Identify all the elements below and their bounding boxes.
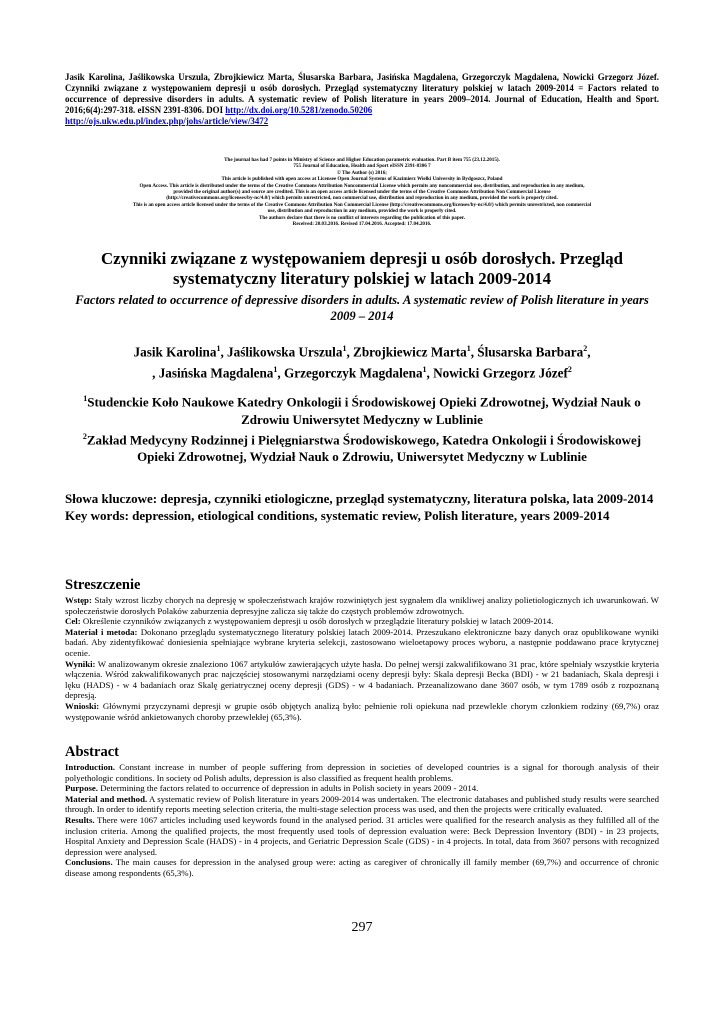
affiliation-mark: 1 — [273, 364, 278, 374]
title-english: Factors related to occurrence of depressive disorders in adults. A systematic review of Polish literature in years 2009 – 2014 — [75, 293, 649, 323]
keywords-block — [65, 490, 659, 524]
author-name: Jasik Karolina — [133, 344, 217, 360]
paragraph-label: Cel: — [65, 616, 81, 627]
affiliation-mark: 1 — [216, 344, 221, 353]
paragraph-text: Określenie czynników związanych z występowaniem depresji u osób dorosłych w przeglądzie literatury polskiej w latach 2009-2014. — [80, 616, 554, 627]
abstract-paragraph — [65, 815, 659, 857]
paragraph-text: The main causes for depression in the analysed group were: acting as caregiver of chronically ill family member (69,7%) and occurrence of chronic disease among respondents (65,3%). — [65, 857, 659, 878]
author-name: , Jaślikowska Urszula — [220, 344, 343, 360]
paragraph-text: Constant increase in number of people suffering from depression in societies of developed countries is a signal for thorough analysis of their polyethologic conditions. In society od Polish adults, depression is also classified as frequent health problems. — [65, 762, 659, 783]
journal-info-line: This is an open access article licensed under the terms of the Creative Commons Attribution Non Commercial License (http://creativecommons.org/licenses/by-nc/4.0/) which permits unrestricted, non commercial — [132, 201, 592, 208]
paragraph-text: Stały wzrost liczby chorych na depresję w społeczeństwach krajów rozwiniętych jest sygnałem dla wnikliwej analizy polietiologicznych ich uwarunkowań. W społeczeństwie dorosłych Polaków zaburzenia depresyjne zalicza się także do częstych problemów zdrowotnych. — [65, 595, 659, 616]
keywords-polish: Słowa kluczowe: depresja, czynniki etiologiczne, przegląd systematyczny, literatura polska, lata 2009-2014 — [65, 491, 654, 506]
affiliation-number: 2 — [82, 431, 87, 441]
journal-info-block — [50, 157, 674, 227]
abstract-body — [65, 762, 659, 879]
abstract-paragraph — [65, 783, 659, 794]
affiliation-mark: 2 — [567, 364, 572, 374]
abstract-paragraph — [65, 857, 659, 878]
affiliation-text: Studenckie Koło Naukowe Katedry Onkologii i Środowiskowej Opieki Zdrowotnej, Wydział Nauk o Zdrowiu Uniwersytet Medyczny w Lublinie — [87, 394, 641, 427]
paragraph-label: Purpose. — [65, 783, 98, 794]
affiliation-mark: 1 — [422, 364, 427, 374]
journal-info-line: This article is published with open access at Licensee Open Journal Systems of Kazimierz Wielki University in Bydgoszcz, Poland — [221, 176, 503, 183]
page-number: 297 — [351, 920, 373, 935]
paragraph-label: Introduction. — [65, 762, 115, 772]
paragraph-label: Conclusions. — [65, 857, 113, 868]
affiliation-2 — [72, 428, 652, 466]
paragraph-text: Dokonano przeglądu systematycznego literatury polskiej latach 2009-2014. Przeszukano elektroniczne bazy danych oraz opublikowane wyniki badań. Aby zidentyfikować doniesienia spełniające wybrane kryteria selekcji, zastosowano wieloetapowy proces wyboru, a następnie poddawano prace krytycznej ocenie. — [65, 626, 659, 658]
journal-info-line: use, distribution and reproduction in any medium, provided the work is properly cited. — [267, 208, 457, 215]
paragraph-label: Wyniki: — [65, 658, 96, 669]
streszczenie-paragraph — [65, 627, 659, 659]
journal-info-line: Open Access. This article is distributed under the terms of the Creative Commons Attribution Noncommercial License which permits any noncommercial use, distribution, and reproduction in any medium, — [139, 182, 585, 189]
article-url-link[interactable]: http://ojs.ukw.edu.pl/index.php/johs/article/view/3472 — [65, 116, 269, 126]
streszczenie-paragraph — [65, 701, 659, 722]
journal-info-line: Received: 20.03.2016. Revised 17.04.2016. Accepted: 17.04.2016. — [292, 221, 432, 228]
streszczenie-heading: Streszczenie — [65, 577, 141, 593]
affiliations — [72, 390, 652, 465]
affiliation-text: Zakład Medycyny Rodzinnej i Pielęgniarstwa Środowiskowego, Katedra Onkologii i Środowiskowej Opieki Zdrowotnej, Wydział Nauk o Zdrowiu, Uniwersytet Medyczny w Lublinie — [86, 432, 642, 465]
streszczenie-paragraph — [65, 595, 659, 616]
paragraph-text: Głównymi przyczynami depresji w grupie osób objętych analizą było: pełnienie roli opiekuna nad przewlekle chorym członkiem rodziny (69,7%) oraz występowanie wśród ankietowanych choroby przewlekłej (65,3%). — [65, 700, 659, 722]
affiliation-number: 1 — [83, 394, 88, 403]
abstract-paragraph — [65, 794, 659, 815]
paragraph-label: Wstęp: — [65, 595, 92, 605]
paragraph-text: A systematic review of Polish literature in years 2009-2014 was undertaken. The electronic databases and published study results were searched through. In order to identify reports meeting selection criteria, the multi-stage selection process was used, and then the projects were critically evaluated. — [65, 793, 659, 815]
abstract-heading: Abstract — [65, 744, 119, 760]
author-name: , Grzegorczyk Magdalena — [277, 365, 423, 381]
affiliation-mark: 1 — [466, 344, 471, 353]
paragraph-text: Determining the factors related to occurrence of depression in adults in Polish society in years 2009 - 2014. — [98, 783, 479, 794]
paragraph-text: W analizowanym okresie znaleziono 1067 artykułów zawierających użyte hasła. Do pełnej wersji zakwalifikowano 31 prac, które spełniały wszystkie kryteria włączenia. Wśród zakwalifikowanych prac najczęściej stosowanymi narzędziami oceny depresji były: Skala depresji Becka (BDI) - w 21 badaniach, Skala depresji i lęku (HADS) - w 4 badaniach oraz Skalę geriatrycznej oceny depresji (GDS) - w 4 badaniach. Przeanalizowano dane 3607 osób, w tym 1789 osób z rozpoznaną depresją. — [65, 658, 659, 701]
journal-info-line: provided the original author(s) and source are credited. This is an open access article licensed under the terms of the Creative Commons Attribution Non Commercial License — [173, 189, 551, 196]
keywords-english: Key words: depression, etiological conditions, systematic review, Polish literature, years 2009-2014 — [65, 508, 610, 523]
affiliation-mark: 2 — [583, 344, 588, 353]
author-name: , Jasińska Magdalena — [152, 365, 274, 381]
affiliation-mark: 1 — [342, 344, 347, 353]
citation-text: Jasik Karolina, Jaślikowska Urszula, Zbrojkiewicz Marta, Ślusarska Barbara, Jasińska Magdalena, Grzegorczyk Magdalena, Nowicki Grzegorz Józef. Czynniki związane z występowaniem depresji u osób dorosłych. Przegląd systematyczny literatury polskiej w latach 2009-2014 = Factors related to occurrence of depressive disorders in adults. A systematic review of Polish literature in years 2009–2014. Journal of Education, Health and Sport. 2016;6(4):297-318. eISSN 2391-8306. DOI — [65, 72, 659, 115]
streszczenie-paragraph — [65, 659, 659, 701]
author-name: , Zbrojkiewicz Marta — [346, 344, 467, 360]
author-list: Jasik Karolina$^1$, Jaślikowska Urszula$^1$, Zbrojkiewicz Marta$^1$, Ślusarska Barbara$^2$, , Jasińska Magdalena$^1$, Grzegorczyk Magdalena$^1$, Nowicki Grzegorz Józef$^2$ — [133, 344, 591, 381]
paragraph-label: Results. — [65, 814, 95, 825]
journal-info-line: (http://creativecommons.org/licenses/by-nc/4.0/) which permits unrestricted, non commercial use, distribution and reproduction in any medium, provided the work is properly cited. — [166, 195, 558, 202]
affiliation-1 — [72, 390, 652, 428]
paragraph-text: There were 1067 articles including used keywords found in the analysed period. 31 articles were qualified for the research analysis as they fulfilled all of the inclusion criteria. Among the qualified projects, the most frequently used tools of depression evaluation were: Beck Depression Inventory (BDI) - in 23 projects, Hospital Anxiety and Depression Scale (HADS) - in 4 projects, and Geriatric Depression Scale (GDS) - in 4 projects. In total, data from 3607 persons with recognized depression were analysed. — [65, 814, 659, 857]
author-name: , Ślusarska Barbara — [470, 344, 584, 360]
citation-block — [65, 72, 659, 127]
journal-info-line: © The Author (s) 2016; — [336, 169, 388, 176]
streszczenie-body — [65, 595, 659, 722]
paragraph-label: Materiał i metoda: — [65, 626, 138, 637]
journal-info-line: 755 Journal of Education, Health and Sport eISSN 2391-8306 7 — [293, 163, 431, 170]
paragraph-label: Material and method. — [65, 793, 148, 804]
streszczenie-paragraph — [65, 616, 659, 627]
title-polish: Czynniki związane z występowaniem depresji u osób dorosłych. Przegląd systematyczny literatury polskiej w latach 2009-2014 — [101, 249, 623, 288]
journal-info-line: The authors declare that there is no conflict of interests regarding the publication of this paper. — [258, 214, 465, 221]
abstract-paragraph — [65, 762, 659, 783]
journal-info-line: The journal has had 7 points in Ministry of Science and Higher Education parametric evaluation. Part B item 755 (23.12.2015). — [224, 157, 500, 163]
paragraph-label: Wnioski: — [65, 700, 100, 711]
author-name: , Nowicki Grzegorz Józef — [426, 365, 568, 381]
doi-link[interactable]: http://dx.doi.org/10.5281/zenodo.50206 — [225, 105, 373, 115]
